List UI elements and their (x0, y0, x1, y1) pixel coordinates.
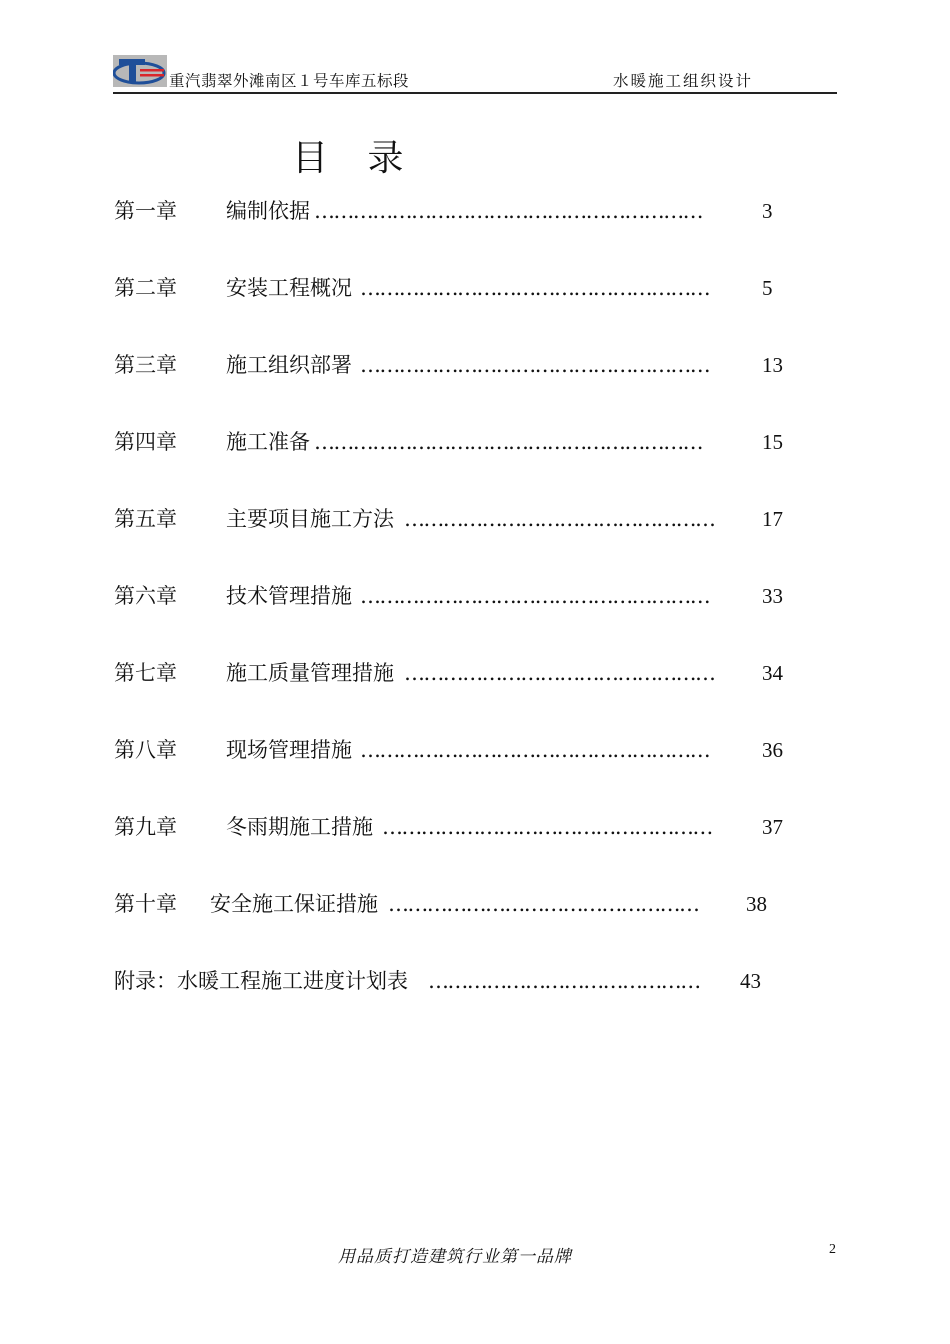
toc-topic: 冬雨期施工措施 (226, 815, 373, 839)
toc-page-number: 15 (762, 430, 783, 454)
toc-leader-dots: ……………………………………………… (360, 738, 710, 762)
toc-page-number: 17 (762, 507, 783, 531)
toc-leader-dots: ………………………………………… (404, 507, 715, 531)
toc-leader-dots: …………………………………………… (382, 815, 712, 839)
toc-page-number: 34 (762, 661, 783, 685)
toc-leader-dots: ……………………………………………… (360, 276, 710, 300)
toc-topic: 安装工程概况 (226, 276, 352, 300)
toc-topic: 施工准备 (226, 430, 310, 454)
toc-topic: 技术管理措施 (226, 584, 352, 608)
company-logo (113, 55, 167, 87)
toc-chapter: 第九章 (114, 815, 177, 839)
page-number: 2 (829, 1242, 836, 1257)
toc-leader-dots: ……………………………………………… (360, 353, 710, 377)
toc-chapter: 第二章 (114, 276, 177, 300)
toc-chapter: 第三章 (114, 353, 177, 377)
toc-page-number: 33 (762, 584, 783, 608)
footer-slogan: 用品质打造建筑行业第一品牌 (338, 1247, 572, 1267)
toc-page-number: 36 (762, 738, 783, 762)
toc-chapter: 第四章 (114, 430, 177, 454)
toc-chapter: 第六章 (114, 584, 177, 608)
toc-topic: 附录：水暖工程施工进度计划表 (114, 969, 408, 993)
toc-topic: 施工质量管理措施 (226, 661, 394, 685)
toc-chapter: 第七章 (114, 661, 177, 685)
toc-topic: 编制依据 (226, 199, 310, 223)
toc-chapter: 第五章 (114, 507, 177, 531)
toc-topic: 施工组织部署 (226, 353, 352, 377)
page-header (113, 55, 837, 94)
toc-leader-dots: …………………………………… (428, 969, 700, 993)
toc-page-number: 3 (762, 199, 773, 223)
toc-leader-dots: ………………………………………… (404, 661, 715, 685)
toc-leader-dots: ………………………………………… (388, 892, 699, 916)
header-project-name: 重汽翡翠外滩南区１号车库五标段 (169, 72, 410, 90)
toc-page-number: 43 (740, 969, 761, 993)
toc-page-number: 5 (762, 276, 773, 300)
toc-leader-dots: ……………………………………………… (360, 584, 710, 608)
toc-leader-dots: …………………………………………………… (314, 199, 703, 223)
toc-title: 目 录 (292, 138, 418, 179)
toc-topic: 安全施工保证措施 (210, 892, 378, 916)
toc-chapter: 第十章 (114, 892, 177, 916)
toc-chapter: 第一章 (114, 199, 177, 223)
toc-page-number: 38 (746, 892, 767, 916)
toc-leader-dots: …………………………………………………… (314, 430, 703, 454)
toc-page-number: 13 (762, 353, 783, 377)
toc-topic: 现场管理措施 (226, 738, 352, 762)
toc-chapter: 第八章 (114, 738, 177, 762)
toc-topic: 主要项目施工方法 (226, 507, 394, 531)
header-document-title: 水暖施工组织设计 (612, 72, 753, 90)
toc-page-number: 37 (762, 815, 783, 839)
